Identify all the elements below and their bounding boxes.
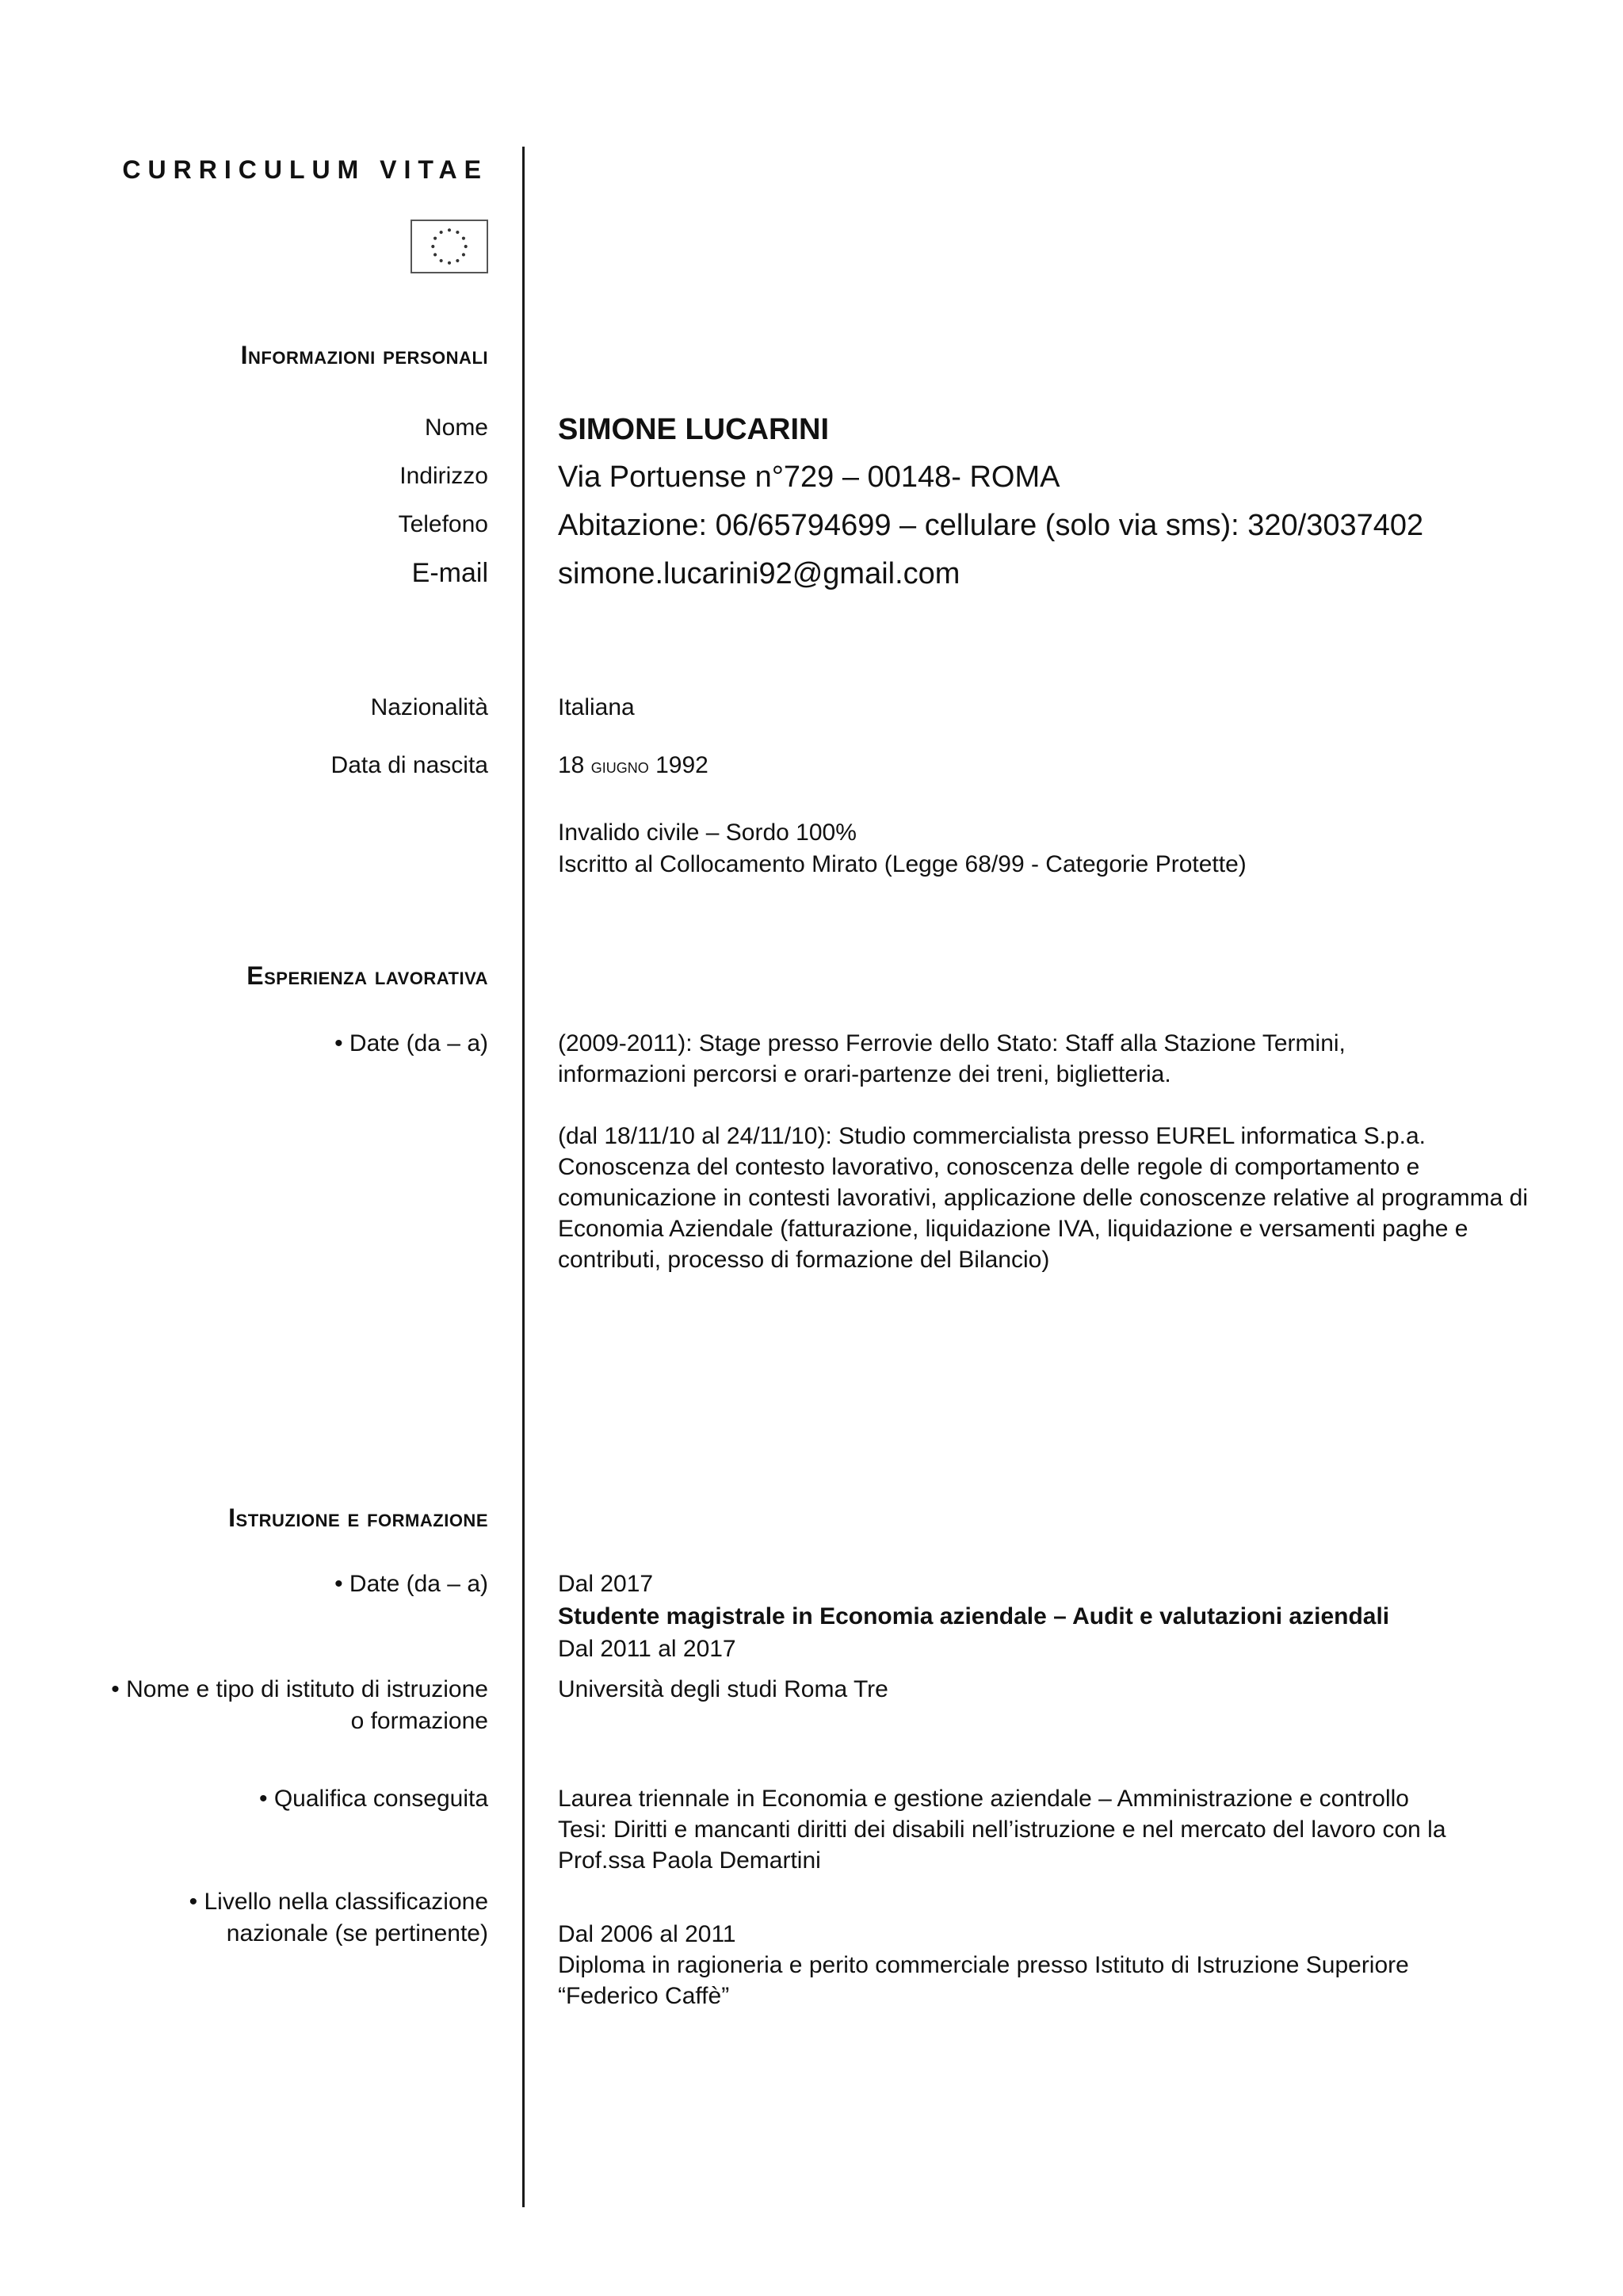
email-value: simone.lucarini92@gmail.com (558, 557, 960, 590)
disability-note-line2: Iscritto al Collocamento Mirato (Legge 68/99 - Categorie Protette) (558, 851, 1247, 877)
institute-label (111, 1674, 488, 1737)
eu-star (448, 228, 451, 231)
birth-month: giugno (590, 754, 649, 777)
eu-star (433, 253, 437, 256)
education-from-2011-2017: Dal 2011 al 2017 (558, 1636, 736, 1662)
email-label: E-mail (411, 558, 488, 588)
education-university: Università degli studi Roma Tre (558, 1676, 888, 1702)
birth-date-value (558, 750, 1541, 781)
institute-label-line1: • Nome e tipo di istituto di istruzione (111, 1676, 488, 1702)
experience-dates-label: • Date (da – a) (334, 1030, 488, 1056)
level-label (189, 1886, 488, 1950)
education-from-2006-2011: Dal 2006 al 2011 (558, 1921, 736, 1947)
disability-note (558, 817, 1541, 881)
experience-entry-2: (dal 18/11/10 al 24/11/10): Studio commercialista presso EUREL informatica S.p.a. Conoscenza del contesto lavorativo, conoscenza delle regole di comportamento e comunicazione in contesti lavorativi, applicazione delle conoscenze relative al programma di Economia Aziendale (fatturazione, liquidazione IVA, liquidazione e versamenti paghe e contributi, processo di formazione del Bilancio) (558, 1123, 1528, 1273)
name-value: SIMONE LUCARINI (558, 413, 829, 446)
eu-star (433, 237, 437, 240)
column-divider (522, 147, 525, 2207)
eu-star (462, 237, 465, 240)
address-label: Indirizzo (399, 463, 488, 489)
education-from-2017: Dal 2017 (558, 1571, 654, 1597)
cv-title: CURRICULUM VITAE (122, 155, 488, 184)
level-label-line2: nazionale (se pertinente) (226, 1920, 488, 1946)
nationality-label: Nazionalità (370, 694, 488, 720)
nationality-value: Italiana (558, 694, 635, 720)
eu-star (456, 231, 459, 234)
education-dates-label: • Date (da – a) (334, 1571, 488, 1597)
level-label-line1: • Livello nella classificazione (189, 1889, 488, 1915)
qualification-label: • Qualifica conseguita (259, 1786, 488, 1812)
birth-date-label: Data di nascita (330, 752, 488, 778)
eu-star (440, 231, 443, 234)
name-label: Nome (424, 415, 488, 441)
education-thesis: Tesi: Diritti e mancanti diritti dei disabili nell’istruzione e nel mercato del lavoro con la Prof.ssa Paola Demartini (558, 1817, 1446, 1874)
birth-day: 18 (558, 752, 585, 778)
experience-heading: Esperienza lavorativa (246, 961, 488, 990)
eu-star (448, 262, 451, 265)
phone-label: Telefono (398, 511, 488, 537)
address-value: Via Portuense n°729 – 00148- ROMA (558, 460, 1060, 494)
eu-flag-icon (411, 220, 488, 273)
disability-note-line1: Invalido civile – Sordo 100% (558, 819, 857, 846)
education-master: Studente magistrale in Economia aziendale – Audit e valutazioni aziendali (558, 1603, 1390, 1629)
eu-star (431, 245, 434, 248)
personal-info-heading: Informazioni personali (240, 341, 488, 369)
education-bachelor: Laurea triennale in Economia e gestione aziendale – Amministrazione e controllo (558, 1786, 1409, 1812)
eu-star (462, 253, 465, 256)
education-heading: Istruzione e formazione (228, 1503, 488, 1532)
education-diploma: Diploma in ragioneria e perito commerciale presso Istituto di Istruzione Superiore “Federico Caffè” (558, 1952, 1409, 2009)
phone-value: Abitazione: 06/65794699 – cellulare (solo via sms): 320/3037402 (558, 509, 1424, 542)
eu-star (456, 259, 459, 262)
institute-label-line2: o formazione (350, 1708, 488, 1734)
birth-year: 1992 (655, 752, 708, 778)
experience-entry-1: (2009-2011): Stage presso Ferrovie dello Stato: Staff alla Stazione Termini, informazioni percorsi e orari-partenze dei treni, biglietteria. (558, 1030, 1346, 1087)
eu-star (464, 245, 468, 248)
eu-star (440, 259, 443, 262)
